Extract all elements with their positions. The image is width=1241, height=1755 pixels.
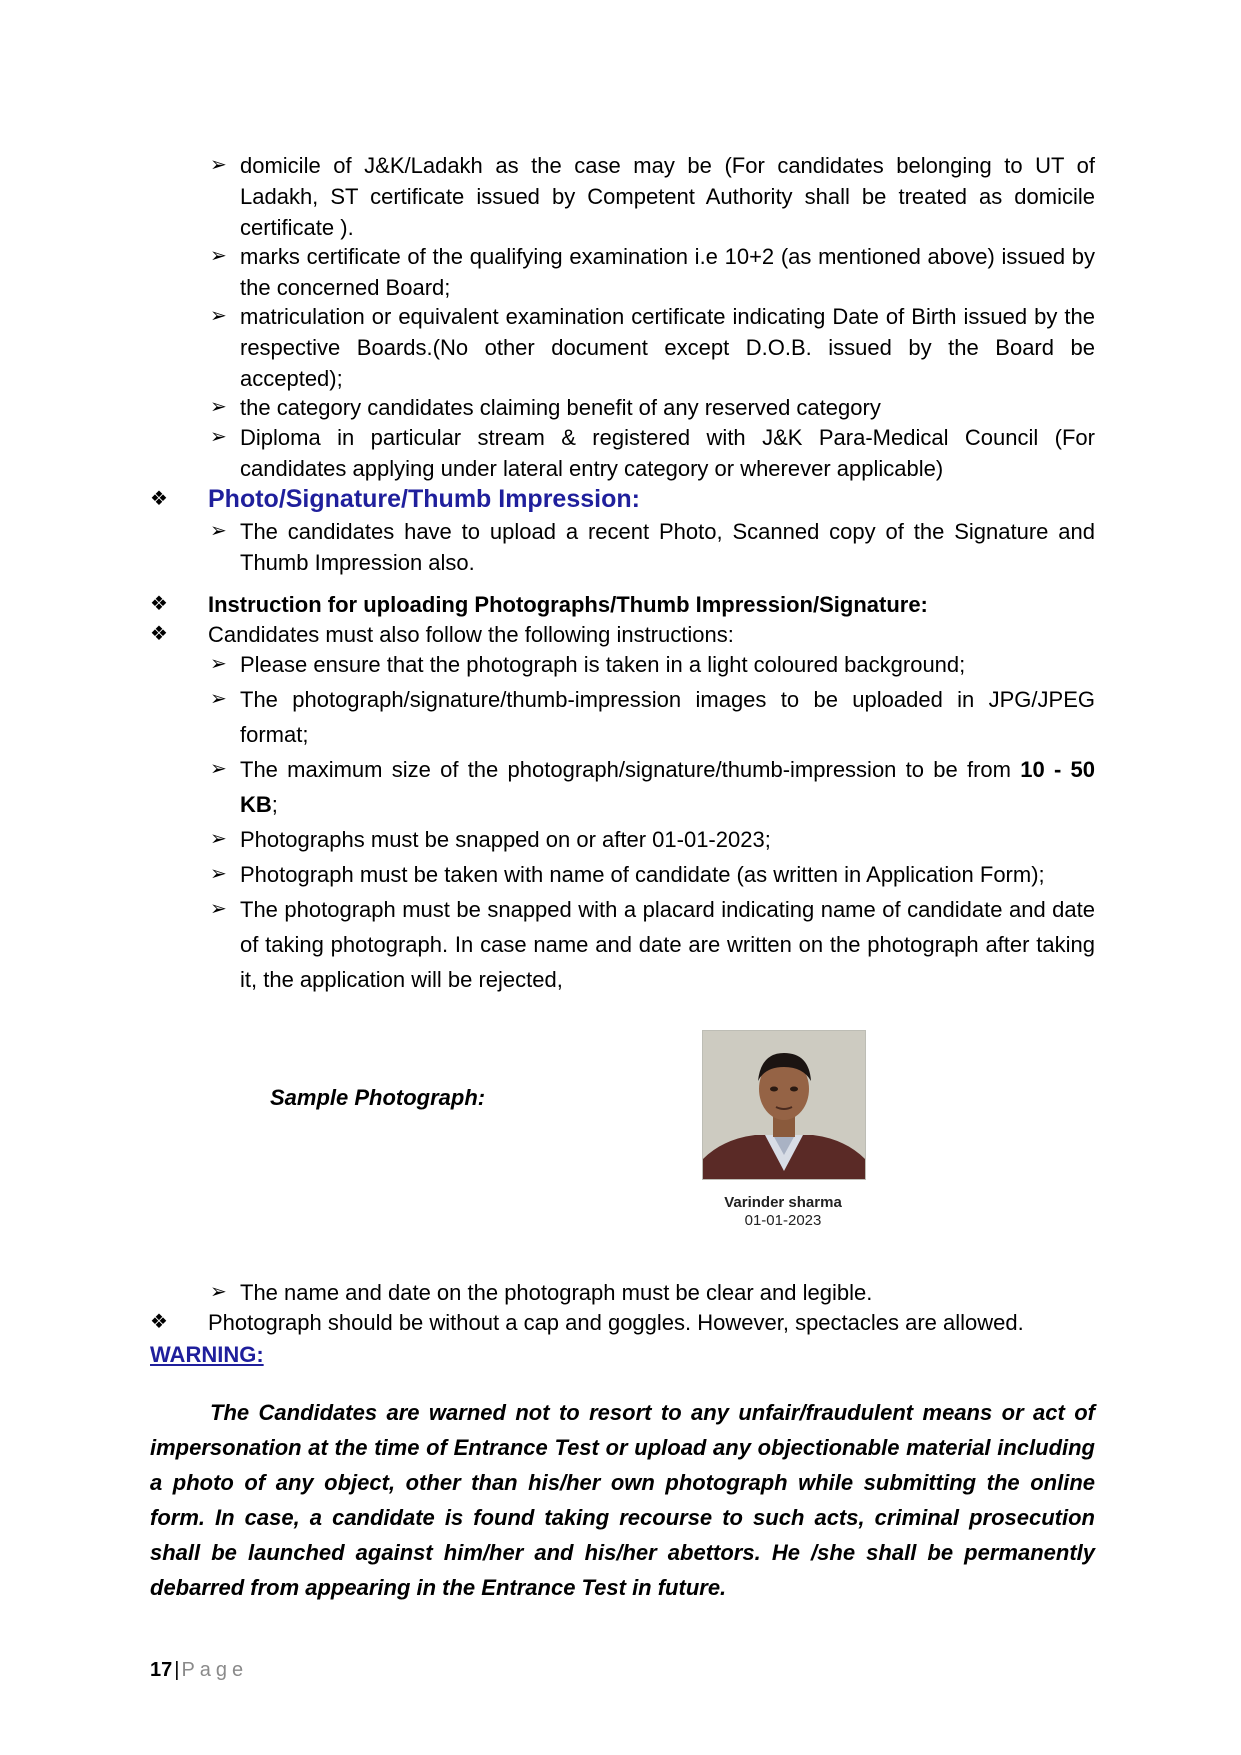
- list-item: [210, 822, 1095, 857]
- page-number: 17: [150, 1659, 173, 1681]
- size-range: 10 - 50 KB: [240, 757, 1095, 817]
- warning-body: The Candidates are warned not to resort to any unfair/fraudulent means or act of impersonation at the time of Entrance Test or upload any objectionable material including a photo of any object, other than his/her own photograph while submitting the online form. In case, a candidate is found taking recourse to such acts, criminal prosecution shall be launched against him/her and his/her abettors. He /she shall be permanently debarred from appearing in the Entrance Test in future.: [150, 1400, 1095, 1600]
- arrow-bullet-icon: ➢: [210, 1281, 227, 1303]
- sample-photo-label-text: Sample Photograph: [270, 1085, 478, 1110]
- list-item-text: The candidates have to upload a recent Photo, Scanned copy of the Signature and Thumb Impression also.: [240, 519, 1095, 575]
- arrow-bullet-icon: ➢: [210, 305, 227, 327]
- arrow-bullet-icon: ➢: [210, 154, 227, 176]
- cap-note-text: Photograph should be without a cap and goggles. However, spectacles are allowed.: [208, 1310, 1024, 1335]
- warning-heading: WARNING:: [150, 1342, 264, 1367]
- sample-photograph: [702, 1030, 866, 1180]
- sample-photo-caption: [690, 1194, 876, 1230]
- caption-date: 01-01-2023: [744, 1212, 822, 1229]
- cap-note: [150, 1307, 1095, 1338]
- diamond-bullet-icon: ❖: [150, 593, 168, 615]
- arrow-bullet-icon: ➢: [210, 828, 227, 850]
- arrow-bullet-icon: ➢: [210, 520, 227, 542]
- list-item-text: domicile of J&K/Ladakh as the case may be (For candidates belonging to UT of Ladakh, ST certificate issued by Competent Authority shall be treated as domicile certificate ).: [240, 153, 1095, 240]
- section-heading-photo: [150, 484, 1095, 515]
- list-item: [210, 516, 1095, 578]
- instruction-intro: [150, 619, 1095, 650]
- arrow-bullet-icon: ➢: [210, 863, 227, 885]
- instruction-intro-text: Candidates must also follow the following instructions:: [208, 622, 734, 647]
- sample-photograph-image: [703, 1031, 865, 1179]
- arrow-bullet-icon: ➢: [210, 426, 227, 448]
- list-item-text: Photograph must be taken with name of candidate (as written in Application Form);: [240, 862, 1045, 887]
- list-item-text: The photograph/signature/thumb-impression images to be uploaded in JPG/JPEG format;: [240, 687, 1095, 747]
- list-item-text: Diploma in particular stream & registered with J&K Para-Medical Council (For candidates applying under lateral entry category or wherever applicable): [240, 425, 1095, 481]
- arrow-bullet-icon: ➢: [210, 245, 227, 267]
- diamond-bullet-icon: ❖: [150, 623, 168, 645]
- list-item-size: [210, 752, 1095, 822]
- diamond-bullet-icon: ❖: [150, 1311, 168, 1333]
- list-item: [210, 647, 1095, 682]
- caption-name: Varinder sharma: [724, 1194, 842, 1211]
- list-item: [210, 422, 1095, 484]
- list-item-text: The photograph must be snapped with a placard indicating name of candidate and date of taking photograph. In case name and date are written on the photograph after taking it, the application will be rejected,: [240, 897, 1095, 992]
- list-item-text: the category candidates claiming benefit of any reserved category: [240, 395, 881, 420]
- page-footer: [150, 1657, 248, 1683]
- arrow-bullet-icon: ➢: [210, 688, 227, 710]
- sample-photo-label: [270, 1085, 485, 1111]
- list-item-text: Please ensure that the photograph is taken in a light coloured background;: [240, 652, 966, 677]
- list-item-text: marks certificate of the qualifying examination i.e 10+2 (as mentioned above) issued by the concerned Board;: [240, 244, 1095, 300]
- section-heading-text: Photo/Signature/Thumb Impression:: [208, 485, 640, 513]
- list-item: [210, 857, 1095, 892]
- list-item: [210, 301, 1095, 394]
- arrow-bullet-icon: ➢: [210, 653, 227, 675]
- list-item: [210, 892, 1095, 997]
- list-item: [210, 682, 1095, 752]
- arrow-bullet-icon: ➢: [210, 758, 227, 780]
- list-item: [210, 150, 1095, 243]
- list-item: [210, 241, 1095, 303]
- size-prefix: The maximum size of the photograph/signature/thumb-impression to be from: [240, 757, 1021, 782]
- arrow-bullet-icon: ➢: [210, 898, 227, 920]
- arrow-bullet-icon: ➢: [210, 396, 227, 418]
- footer-separator: |: [174, 1659, 180, 1681]
- instruction-heading: [150, 589, 1095, 620]
- size-suffix: ;: [271, 792, 278, 817]
- list-item-text: Photographs must be snapped on or after 01-01-2023;: [240, 827, 771, 852]
- list-item-text: [240, 752, 1095, 822]
- list-item-text: matriculation or equivalent examination certificate indicating Date of Birth issued by the respective Boards.(No other document except D.O.B. issued by the Board be accepted);: [240, 304, 1095, 391]
- instruction-heading-text: Instruction for uploading Photographs/Thumb Impression/Signature:: [208, 592, 928, 617]
- list-item: [210, 1277, 1095, 1308]
- list-item: [210, 392, 1095, 423]
- list-item-text: The name and date on the photograph must be clear and legible.: [240, 1280, 873, 1305]
- page-word: Page: [181, 1659, 249, 1681]
- diamond-bullet-icon: ❖: [150, 488, 168, 510]
- sample-photo-label-colon: :: [477, 1085, 486, 1110]
